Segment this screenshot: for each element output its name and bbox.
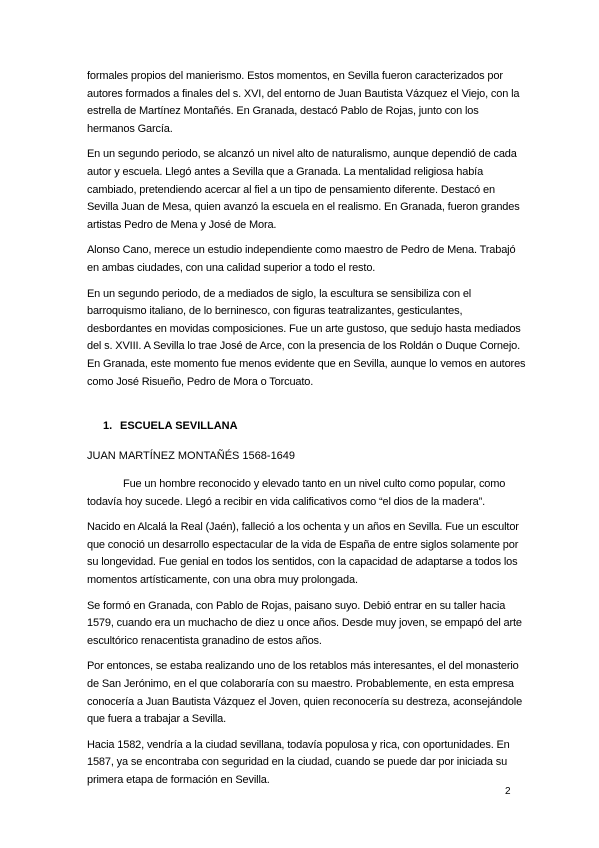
section-number: 1. — [103, 420, 113, 433]
section-title: ESCUELA SEVILLANA — [120, 420, 238, 433]
paragraph-alonso-cano: Alonso Cano, merece un estudio independiente como maestro de Pedro de Mena. Trabajó en ambas ciudades, con una calidad superior a todo el resto. — [87, 244, 516, 274]
paragraph-manierismo: formales propios del manierismo. Estos momentos, en Sevilla fueron caracterizados por autores formados a finales del s. XVI, del entorno de Juan Bautista Vázquez el Viejo, con la estrella de Martínez Montañés. En Granada, destacó Pablo de Rojas, junto con los hermanos García. — [87, 70, 520, 135]
paragraph-san-jeronimo: Por entonces, se estaba realizando uno de los retablos más interesantes, el del monasterio de San Jerónimo, en el que colaboraría con su maestro. Probablemente, en esta empresa conocería a Juan Bautista Vázquez el Joven, quien reconocería su destreza, aconsejándole que fuera a trabajar a Sevilla. — [87, 660, 523, 726]
paragraph-formacion: Se formó en Granada, con Pablo de Rojas, paisano suyo. Debió entrar en su taller hacia 1579, cuando era un muchacho de diez u once años. Desde muy joven, se empapó del arte escultórico renacentista granadino de estos años. — [87, 599, 522, 647]
paragraph-sevilla-1582: Hacia 1582, vendría a la ciudad sevillana, todavía populosa y rica, con oportunidades. En 1587, ya se encontraba con seguridad en la ciudad, cuando se puede dar por iniciada su primera etapa de formación en Sevilla. — [87, 738, 510, 786]
paragraph-nacimiento: Nacido en Alcalá la Real (Jaén), falleció a los ochenta y un años en Sevilla. Fue un escultor que conoció un desarrollo espectacular de la vida de España de entre siglos solamente por su longevidad. Fue genial en todos los sentidos, con la capacidad de adaptarse a todos los momentos artísticamente, con una obra muy prolongada. — [87, 521, 519, 587]
document-page — [87, 68, 527, 798]
paragraph-dios-madera: Fue un hombre reconocido y elevado tanto en un nivel culto como popular, como todavía hoy sucede. Llegó a recibir en vida calificativos como “el dios de la madera”. — [87, 478, 506, 508]
section-heading — [103, 418, 527, 434]
paragraph-barroquismo: En un segundo periodo, de a mediados de siglo, la escultura se sensibiliza con el barroquismo italiano, de lo berninesco, con figuras teatralizantes, gesticulantes, desbordantes en movidas composiciones. Fue un arte gustoso, que sedujo hasta mediados del s. XVIII. A Sevilla lo trae José de Arce, con la presencia de los Roldán o Duque Cornejo. En Granada, este momento fue menos evidente que en Sevilla, aunque lo vemos en autores como José Risueño, Pedro de Mora o Torcuato. — [87, 287, 526, 388]
page-number: 2 — [505, 786, 511, 797]
subsection-heading: JUAN MARTÍNEZ MONTAÑÉS 1568-1649 — [87, 450, 296, 463]
paragraph-naturalismo: En un segundo periodo, se alcanzó un nivel alto de naturalismo, aunque dependió de cada autor y escuela. Llegó antes a Sevilla que a Granada. La mentalidad religiosa había cambiado, pretendiendo acercar al fiel a un tipo de pensamiento diferente. Destacó en Sevilla Juan de Mesa, quien avanzó la escuela en el realismo. En Granada, fueron grandes artistas Pedro de Mena y José de Mora. — [87, 148, 520, 231]
